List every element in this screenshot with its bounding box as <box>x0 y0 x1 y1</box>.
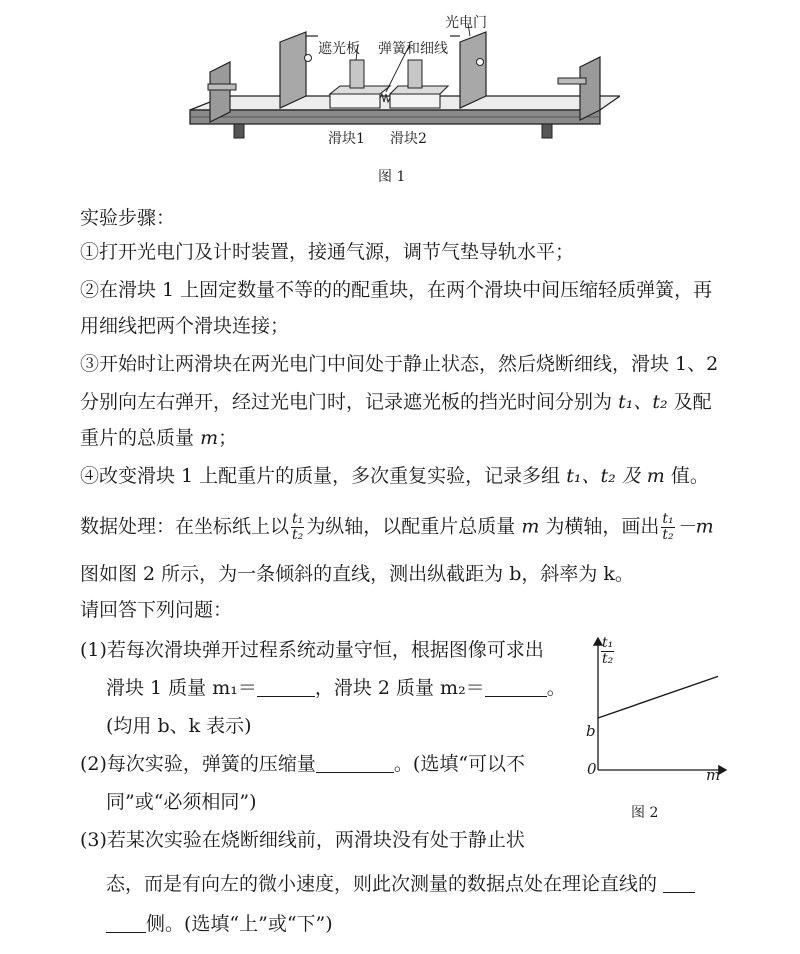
photogate-label: 光电门 <box>445 15 487 31</box>
questions-prompt: 请回答下列问题： <box>80 599 233 621</box>
question-1-line-1: (1)若每次滑块弹开过程系统动量守恒，根据图像可求出 <box>80 639 544 661</box>
step-2-line-1: ②在滑块 1 上固定数量不等的的配重块，在两个滑块中间压缩轻质弹簧，再 <box>80 279 713 301</box>
slider1-label: 滑块1 <box>328 131 365 147</box>
steps-title: 实验步骤： <box>80 207 176 229</box>
step-2-line-2: 用细线把两个滑块连接； <box>80 315 290 337</box>
side-answer-blank-part-2[interactable] <box>106 932 146 933</box>
question-2-line-2: 同”或“必须相同”) <box>106 791 257 813</box>
step-4: ④改变滑块 1 上配重片的质量，多次重复实验，记录多组 t₁、t₂ 及 m 值。 <box>80 465 709 487</box>
question-3-line-3: 侧。(选填“上”或“下”) <box>106 912 333 936</box>
question-2-line-1: (2)每次实验，弹簧的压缩量 。(选填“可以不 <box>80 753 526 775</box>
figure1-caption: 图 1 <box>378 169 406 185</box>
data-line <box>598 676 718 718</box>
step-3-line-2: 分别向左右弹开，经过光电门时，记录遮光板的挡光时间分别为 t₁、t₂ 及配 <box>80 391 712 413</box>
ratio-fraction-2: $\frac{\text{t₁}}{\text{t₂}}$ <box>662 511 674 543</box>
x-axis-label: m <box>706 766 721 784</box>
spring-thread-label: 弹簧和细线 <box>378 41 448 57</box>
ratio-fraction: $\frac{\text{t₁}}{\text{t₂}}$ <box>292 511 304 543</box>
question-1-line-2: 滑块 1 质量 m₁＝ ，滑块 2 质量 m₂＝ 。 <box>106 677 566 699</box>
slider2-label: 滑块2 <box>390 131 427 147</box>
question-1-note: (均用 b、k 表示) <box>106 715 252 737</box>
y-axis-label: $\frac{\text{t₁}}{\text{t₂}}$ <box>602 635 614 667</box>
figure2-caption: 图 2 <box>631 805 659 821</box>
question-3-line-2: 态，而是有向左的微小速度，则此次测量的数据点处在理论直线的 <box>106 872 695 896</box>
origin-label: 0 <box>587 760 597 778</box>
data-processing-line-1: 数据处理：在坐标纸上以 $\frac{\text{t₁}}{\text{t₂}}$ 为纵轴，以配重片总质量 m 为横轴，画出 $\frac{\text{t₁}}{\text{t₂}}$ －m <box>80 511 714 543</box>
side-answer-blank-part-1[interactable] <box>663 892 695 893</box>
m2-answer-blank[interactable] <box>485 696 547 697</box>
m1-answer-blank[interactable] <box>257 696 315 697</box>
step-3-line-3: 重片的总质量 m； <box>80 427 238 449</box>
compression-answer-blank[interactable] <box>316 772 394 773</box>
data-processing-line-2: 图如图 2 所示，为一条倾斜的直线，测出纵截距为 b，斜率为 k。 <box>80 563 634 585</box>
question-3-line-1: (3)若某次实验在烧断细线前，两滑块没有处于静止状 <box>80 829 525 851</box>
intercept-b-label: b <box>586 722 596 740</box>
step-3-line-1: ③开始时让两滑块在两光电门中间处于静止状态，然后烧断细线，滑块 1、2 <box>80 353 719 375</box>
shade-plate-label: 遮光板 <box>318 41 360 57</box>
step-1: ①打开光电门及计时装置，接通气源，调节气垫导轨水平； <box>80 241 575 263</box>
